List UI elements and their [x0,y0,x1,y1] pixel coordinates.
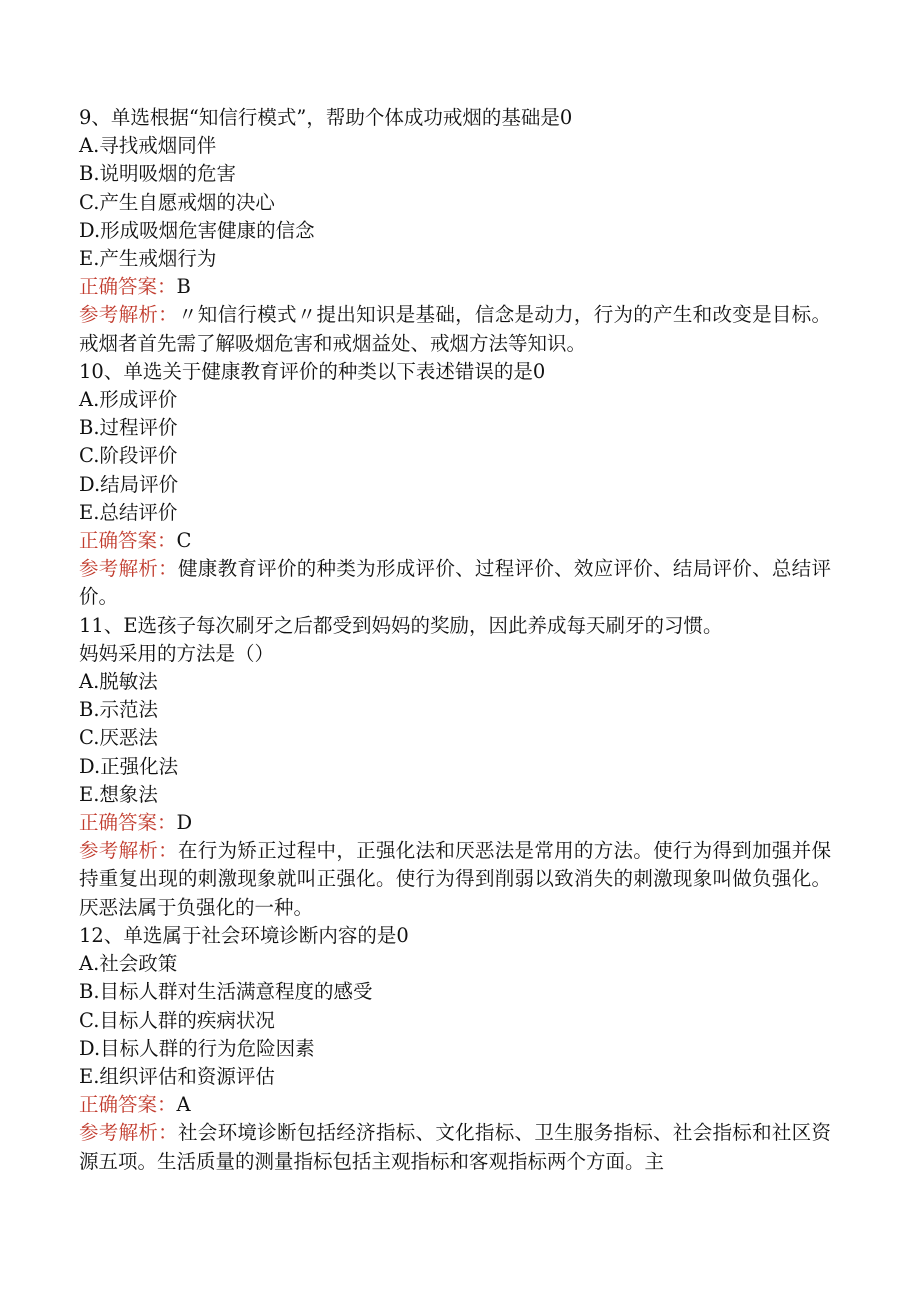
answer-label: 正确答案： [79,1093,177,1117]
option-a: A.社会政策 [79,952,178,976]
option-d: D.形成吸烟危害健康的信念 [79,218,315,242]
question-9 [79,104,831,358]
analysis-text: 在行为矫正过程中，正强化法和厌恶法是常用的方法。使行为得到加强并保持重复出现的刺激现象就叫正强化。使行为得到削弱以致消失的刺激现象叫做负强化。厌恶法属于负强化的一种。 [79,839,831,919]
option-e: E.总结评价 [79,500,178,524]
option-d: D.正强化法 [79,754,179,778]
answer-label: 正确答案： [79,529,177,553]
analysis-text: 社会环境诊断包括经济指标、文化指标、卫生服务指标、社会指标和社区资源五项。生活质量的测量指标包括主观指标和客观指标两个方面。主 [79,1121,831,1173]
option-c: C.厌恶法 [79,726,158,750]
question-stem: 10、单选关于健康教育评价的种类以下表述错误的是0 [79,359,546,383]
analysis-label: 参考解析： [79,557,178,581]
option-b: B.说明吸烟的危害 [79,162,237,186]
question-12 [79,922,831,1176]
answer-value: B [176,275,191,299]
analysis-text: 健康教育评价的种类为形成评价、过程评价、效应评价、结局评价、总结评价。 [79,557,831,609]
option-e: E.组织评估和资源评估 [79,1064,275,1088]
question-stem-line-1: 11、E选孩子每次刷牙之后都受到妈妈的奖励，因此养成每天刷牙的习惯。 [79,613,723,637]
option-d: D.结局评价 [79,472,179,496]
answer-value: D [176,811,193,835]
analysis-label: 参考解析： [79,303,178,327]
question-stem: 12、单选属于社会环境诊断内容的是0 [79,923,409,947]
question-10 [79,358,831,612]
document-page [79,104,831,1176]
answer-label: 正确答案： [79,275,177,299]
correct-answer [79,1091,831,1119]
option-a: A.脱敏法 [79,670,158,694]
option-b: B.目标人群对生活满意程度的感受 [79,980,373,1004]
answer-label: 正确答案： [79,811,177,835]
option-c: C.目标人群的疾病状况 [79,1008,275,1032]
analysis-label: 参考解析： [79,1121,178,1145]
analysis [79,555,831,611]
option-d: D.目标人群的行为危险因素 [79,1036,315,1060]
option-c: C.阶段评价 [79,444,178,468]
option-b: B.过程评价 [79,416,178,440]
analysis-text: 〃知信行模式〃提出知识是基础，信念是动力，行为的产生和改变是目标。戒烟者首先需了解吸烟危害和戒烟益处、戒烟方法等知识。 [79,303,831,355]
option-a: A.寻找戒烟同伴 [79,134,217,158]
option-e: E.产生戒烟行为 [79,247,217,271]
option-e: E.想象法 [79,782,158,806]
analysis [79,301,831,357]
question-stem-line-2: 妈妈采用的方法是（） [79,641,275,665]
answer-value: C [176,529,192,553]
option-a: A.形成评价 [79,388,178,412]
analysis [79,1119,831,1175]
question-11 [79,612,831,922]
correct-answer [79,273,831,301]
option-c: C.产生自愿戒烟的决心 [79,190,275,214]
analysis-label: 参考解析： [79,839,178,863]
answer-value: A [176,1093,191,1117]
analysis [79,837,831,922]
correct-answer [79,809,831,837]
correct-answer [79,527,831,555]
question-stem: 9、单选根据“知信行模式”，帮助个体成功戒烟的基础是0 [79,106,573,129]
option-b: B.示范法 [79,698,159,722]
